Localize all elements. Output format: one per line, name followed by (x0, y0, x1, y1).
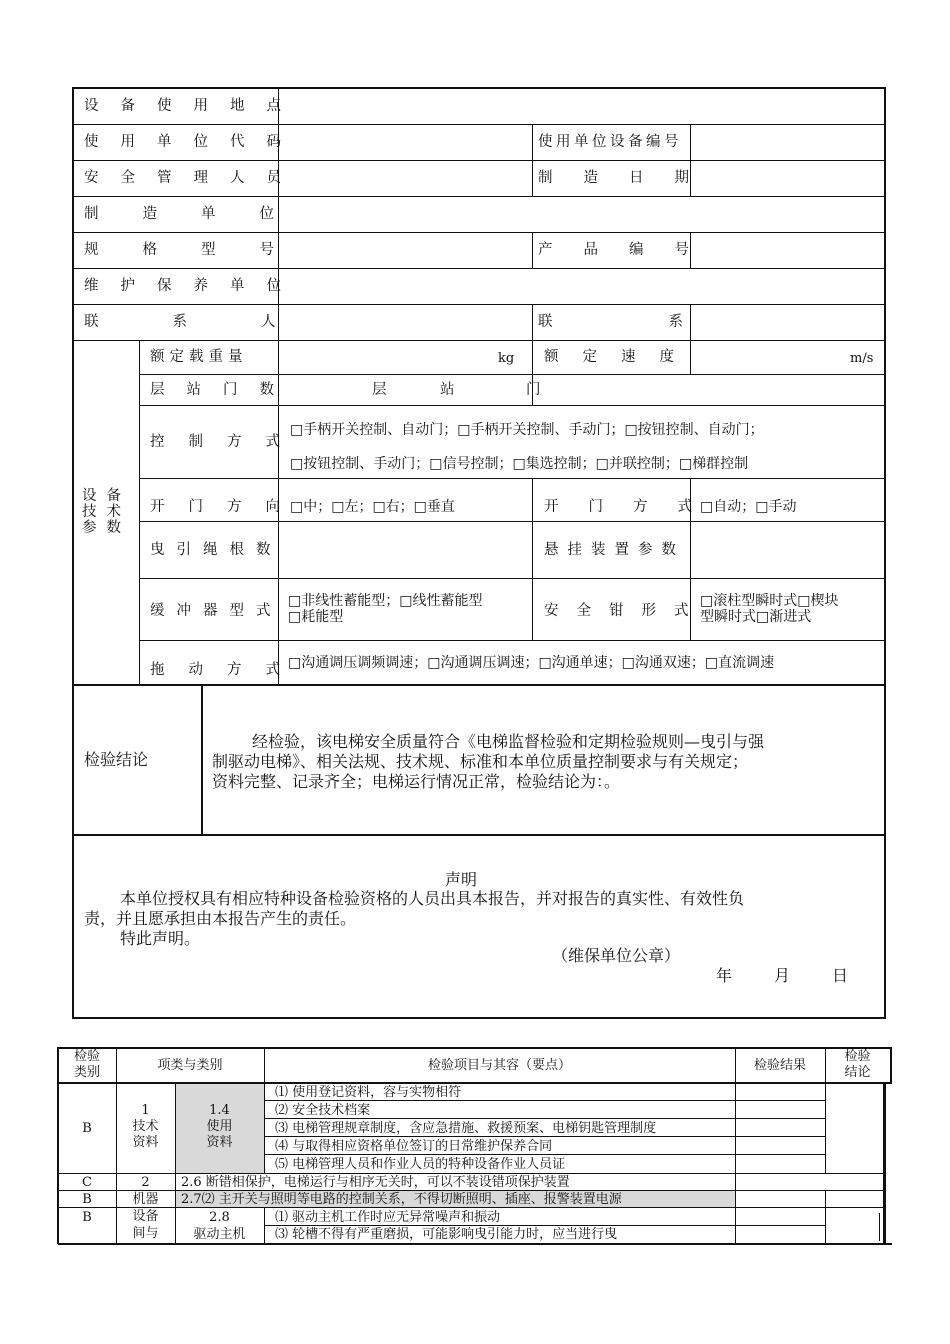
b1-sub-2: 使用 (206, 1119, 233, 1134)
b1-group-2: 技术 (132, 1119, 159, 1134)
drive-mode-label: 拖动方式 (150, 662, 304, 678)
floors-unit-door: 门 (526, 382, 541, 398)
header-result: 检验结果 (753, 1058, 806, 1073)
b1-item-2: ⑵ 安全技术档案 (275, 1103, 371, 1118)
b1-item-4: ⑷ 与取得相应资格单位签订的日常维护保养合同 (275, 1139, 553, 1154)
b1-category: B (82, 1121, 92, 1136)
s28-2: 驱动主机 (193, 1227, 246, 1242)
b1-group-3: 资料 (132, 1135, 159, 1150)
user-code-label: 使用单位代码 (84, 134, 303, 150)
safety-manager-label: 安全管理人员 (84, 170, 303, 186)
rope-count-label: 曳引绳根数 (150, 542, 283, 558)
header-category-2: 类别 (73, 1065, 100, 1080)
c-category: C (82, 1175, 92, 1190)
rated-load-label: 额定载重量 (150, 349, 248, 365)
date-year: 年 (716, 966, 733, 985)
floors-label: 层站门数 (150, 382, 296, 398)
floors-unit-floor: 层 (372, 382, 387, 398)
header-conclusion-2: 结论 (844, 1065, 871, 1080)
s28-1: 2.8 (209, 1210, 230, 1225)
product-number-label: 产品编号 (538, 242, 720, 258)
b2-item: 2.7⑵ 主开关与照明等电路的控制关系，不得切断照明、插座、报警装置电源 (181, 1192, 622, 1207)
control-options-2: □按钮控制、手动门；□信号控制；□集选控制；□并联控制；□梯群控制 (290, 456, 749, 472)
b3-category: B (82, 1210, 92, 1225)
date-month: 月 (774, 966, 791, 985)
door-direction-label: 开门方向 (150, 499, 304, 515)
conclusion-line-2: 制驱动电梯》、相关法规、技术规、标准和本单位质量控制要求与有关规定； (212, 752, 749, 771)
tech-params-label: 设备技术参数 (82, 488, 131, 536)
manufacturer-label: 制造单位 (84, 206, 318, 222)
suspension-label: 悬挂装置参数 (544, 542, 685, 558)
door-mode-label: 开门方式 (544, 499, 722, 515)
manufacture-date-label: 制造日期 (538, 170, 720, 186)
header-category-1: 检验 (73, 1049, 100, 1064)
b3-item-1: ⑴ 驱动主机工作时应无异常噪声和振动 (275, 1210, 501, 1225)
rated-load-unit: kg (498, 351, 515, 366)
buffer-options-1: □非线性蓄能型；□线性蓄能型 (288, 593, 483, 609)
c-item: 2.6 断错相保护，电梯运行与相序无关时，可以不装设错项保护装置 (181, 1175, 570, 1190)
group2-4: 间与 (132, 1226, 159, 1241)
header-item-class: 项类与类别 (157, 1058, 223, 1073)
b2-category: B (82, 1192, 92, 1207)
model-label: 规格型号 (84, 242, 318, 258)
group2-1: 2 (141, 1175, 150, 1190)
group2-2: 机器 (132, 1192, 159, 1207)
contact-phone-label: 联系 (538, 314, 799, 330)
declaration-line-3: 特此声明。 (120, 929, 201, 948)
control-mode-label: 控制方式 (150, 434, 304, 450)
safety-gear-label: 安全钳形式 (544, 603, 707, 619)
conclusion-line-3: 资料完整、记录齐全；电梯运行情况正常，检验结论为：。 (212, 772, 621, 791)
declaration-line-2: 责，并且愿承担由本报告产生的责任。 (84, 909, 357, 928)
rated-speed-label: 额定速度 (544, 349, 698, 365)
b1-sub-1: 1.4 (209, 1103, 230, 1118)
declaration-title: 声明 (445, 870, 478, 889)
safety-gear-options-1: □滚柱型瞬时式□楔块 (700, 593, 839, 609)
declaration-line-1: 本单位授权具有相应特种设备检验资格的人员出具本报告，并对报告的真实性、有效性负 (120, 889, 745, 908)
b1-item-5: ⑸ 电梯管理人员和作业人员的特种设备作业人员证 (275, 1157, 566, 1172)
safety-gear-options-2: 型瞬时式□渐进式 (700, 609, 812, 625)
door-direction-options: □中；□左；□右；□垂直 (290, 499, 455, 515)
b1-group-1: 1 (141, 1103, 150, 1118)
control-options-1: □手柄开关控制、自动门；□手柄开关控制、手动门；□按钮控制、自动门； (290, 422, 764, 438)
rated-speed-unit: m/s (850, 351, 874, 366)
header-content: 检验项目与其容（要点） (427, 1058, 571, 1073)
conclusion-label: 检验结论 (84, 750, 149, 769)
location-label: 设备使用地点 (84, 98, 303, 114)
b1-sub-3: 资料 (206, 1135, 233, 1150)
floors-unit-station: 站 (440, 382, 455, 398)
seal-label: （维保单位公章） (552, 946, 681, 965)
buffer-options-2: □耗能型 (288, 609, 344, 625)
maintenance-unit-label: 维护保养单位 (84, 278, 303, 294)
b1-item-3: ⑶ 电梯管理规章制度，含应急措施、救援预案、电梯钥匙管理制度 (275, 1121, 657, 1136)
buffer-type-label: 缓冲器型式 (150, 603, 283, 619)
drive-options: □沟通调压调频调速；□沟通调压调速；□沟通单速；□沟通双速；□直流调速 (288, 655, 775, 671)
date-day: 日 (832, 966, 849, 985)
b3-item-2: ⑶ 轮槽不得有严重磨损，可能影响曳引能力时，应当进行曳 (275, 1227, 618, 1242)
door-mode-options: □自动；□手动 (700, 499, 797, 515)
group2-3: 设备 (132, 1209, 159, 1224)
header-conclusion-1: 检验 (844, 1049, 871, 1064)
device-number-label: 使用单位设备编号 (538, 134, 682, 150)
conclusion-line-1: 经检验，该电梯安全质量符合《电梯监督检验和定期检验规则—曳引与强 (252, 732, 765, 751)
b1-item-1: ⑴ 使用登记资料，容与实物相符 (275, 1085, 462, 1100)
contact-label: 联系人 (84, 314, 350, 330)
